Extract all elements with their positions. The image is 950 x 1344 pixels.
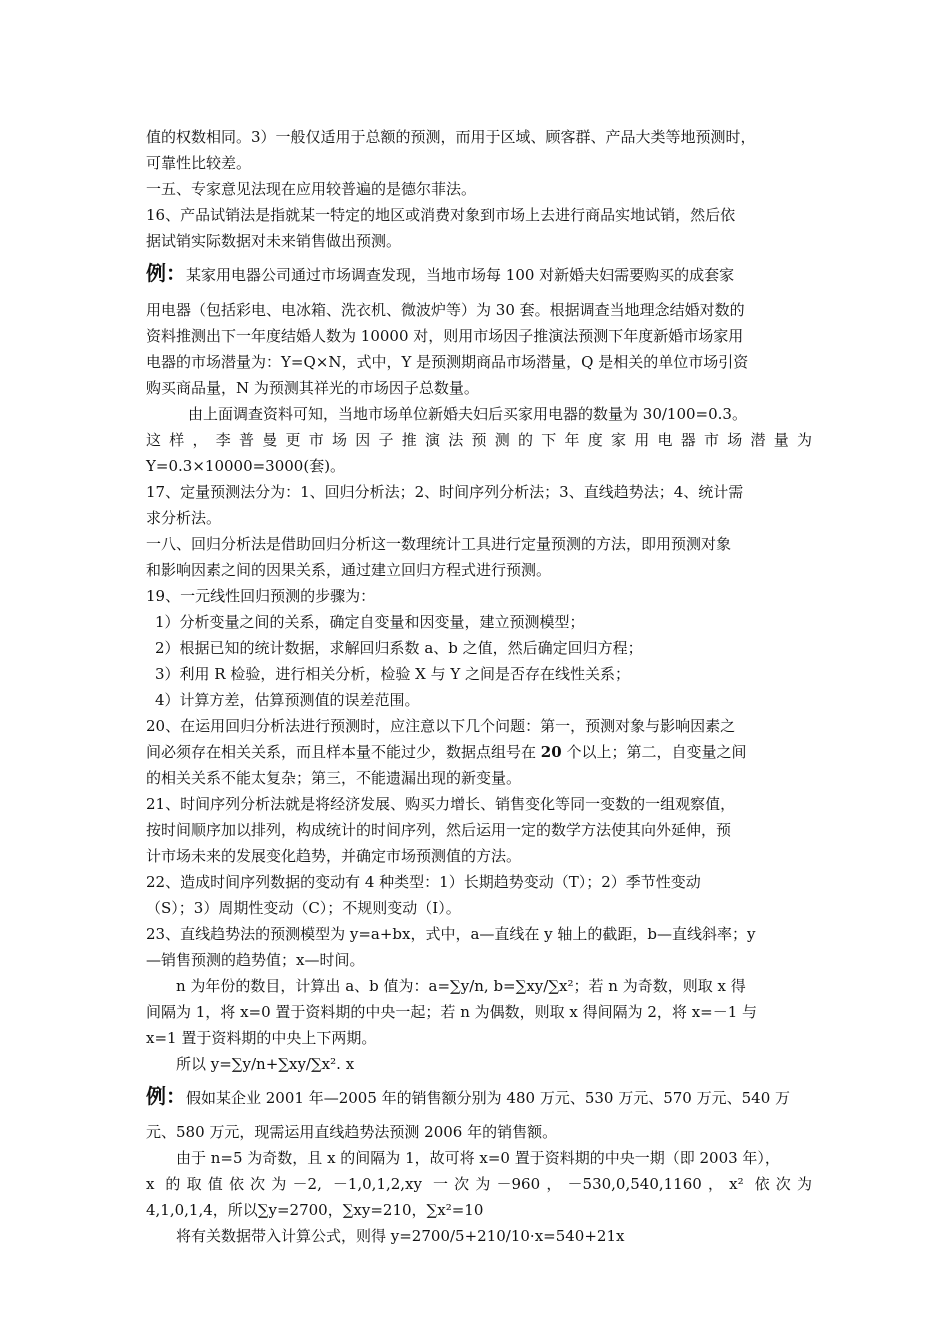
text-line: n 为年份的数目，计算出 a、b 值为：a=∑y/n, b=∑xy/∑x²；若 n 为奇数，则取 x 得 — [176, 977, 746, 995]
text-line: 元、580 万元，现需运用直线趋势法预测 2006 年的销售额。 — [146, 1123, 558, 1141]
text-line: x 的取值依次为－2, －1,0,1,2,xy 一次为－960，－530,0,540,1160，x² 依次为 — [146, 1175, 812, 1193]
formula-line: 所以 y=∑y/n+∑xy/∑x². x — [176, 1055, 355, 1073]
text-line: 求分析法。 — [146, 509, 222, 527]
text-line — [146, 741, 812, 763]
list-item: 2）根据已知的统计数据，求解回归系数 a、b 之值，然后确定回归方程； — [155, 639, 643, 657]
text-line: 19、一元线性回归预测的步骤为： — [146, 587, 376, 605]
text-line: 16、产品试销法是指就某一特定的地区或消费对象到市场上去进行商品实地试销，然后依 — [146, 206, 736, 224]
text-line: 的相关关系不能太复杂；第三，不能遗漏出现的新变量。 — [146, 769, 522, 787]
text-line: 计市场未来的发展变化趋势，并确定市场预测值的方法。 — [146, 847, 522, 865]
text-line: 23、直线趋势法的预测模型为 y=a+bx，式中，a—直线在 y 轴上的截距，b—直线斜率；y — [146, 925, 756, 943]
example-label: 例： — [146, 1084, 186, 1108]
text-line: 和影响因素之间的因果关系，通过建立回归方程式进行预测。 — [146, 561, 552, 579]
text-line: 22、造成时间序列数据的变动有 4 种类型：1）长期趋势变动（T）；2）季节性变动 — [146, 873, 701, 891]
bold-number: 20 — [540, 743, 562, 761]
text-line: 20、在运用回归分析法进行预测时，应注意以下几个问题：第一，预测对象与影响因素之 — [146, 717, 736, 735]
text-line: 这样，李普曼更市场因子推演法预测的下年度家用电器市场潜量为 — [146, 431, 812, 449]
text-line: 假如某企业 2001 年—2005 年的销售额分别为 480 万元、530 万元、570 万元、540 万 — [186, 1089, 791, 1107]
text-line: 值的权数相同。3）一般仅适用于总额的预测，而用于区域、顾客群、产品大类等地预测时， — [146, 128, 756, 146]
text-segment: 个以上；第二，自变量之间 — [566, 743, 747, 761]
example-paragraph-start — [146, 1085, 812, 1109]
text-line: —销售预测的趋势值；x—时间。 — [146, 951, 365, 969]
text-line: 某家用电器公司通过市场调查发现，当地市场每 100 对新婚夫妇需要购买的成套家 — [186, 266, 735, 284]
text-line: Y=0.3×10000=3000(套)。 — [146, 457, 346, 475]
text-line: （S）；3）周期性变动（C）；不规则变动（I）。 — [146, 899, 461, 917]
text-line: 一八、回归分析法是借助回归分析这一数理统计工具进行定量预测的方法，即用预测对象 — [146, 535, 732, 553]
text-line: 4,1,0,1,4，所以∑y=2700，∑xy=210，∑x²=10 — [146, 1201, 484, 1219]
text-line: 由上面调查资料可知，当地市场单位新婚夫妇后买家用电器的数量为 30/100=0.3。 — [188, 405, 747, 423]
list-item: 4）计算方差，估算预测值的误差范围。 — [155, 691, 420, 709]
text-line: 购买商品量，N 为预测其祥光的市场因子总数量。 — [146, 379, 479, 397]
text-line: x=1 置于资料期的中央上下两期。 — [146, 1029, 377, 1047]
text-line: 资料推测出下一年度结婚人数为 10000 对，则用市场因子推演法预测下年度新婚市场家用 — [146, 327, 744, 345]
example-label: 例： — [146, 261, 186, 285]
text-line: 间隔为 1，将 x=0 置于资料期的中央一起；若 n 为偶数，则取 x 得间隔为 2，将 x=－1 与 — [146, 1003, 758, 1021]
example-paragraph-start — [146, 262, 812, 286]
text-segment: 间必须存在相关关系，而且样本量不能过少，数据点组号在 — [146, 743, 537, 761]
list-item: 3）利用 R 检验，进行相关分析，检验 X 与 Y 之间是否存在线性关系； — [155, 665, 631, 683]
list-item: 1）分析变量之间的关系，确定自变量和因变量，建立预测模型； — [155, 613, 585, 631]
text-line: 17、定量预测法分为：1、回归分析法；2、时间序列分析法；3、直线趋势法；4、统计需 — [146, 483, 744, 501]
formula-line: 将有关数据带入计算公式，则得 y=2700/5+210/10·x=540+21x — [176, 1227, 625, 1245]
text-line: 用电器（包括彩电、电冰箱、洗衣机、微波炉等）为 30 套。根据调查当地理念结婚对数的 — [146, 301, 745, 319]
text-line: 按时间顺序加以排列，构成统计的时间序列，然后运用一定的数学方法使其向外延伸，预 — [146, 821, 732, 839]
text-line: 21、时间序列分析法就是将经济发展、购买力增长、销售变化等同一变数的一组观察值， — [146, 795, 736, 813]
text-line: 据试销实际数据对未来销售做出预测。 — [146, 232, 402, 250]
text-line: 一五、专家意见法现在应用较普遍的是德尔菲法。 — [146, 180, 477, 198]
text-line: 电器的市场潜量为：Y=Q×N，式中，Y 是预测期商品市场潜量，Q 是相关的单位市场引资 — [146, 353, 749, 371]
text-line: 由于 n=5 为奇数，且 x 的间隔为 1，故可将 x=0 置于资料期的中央一期（即 2003 年）， — [176, 1149, 780, 1167]
text-line: 可靠性比较差。 — [146, 154, 252, 172]
